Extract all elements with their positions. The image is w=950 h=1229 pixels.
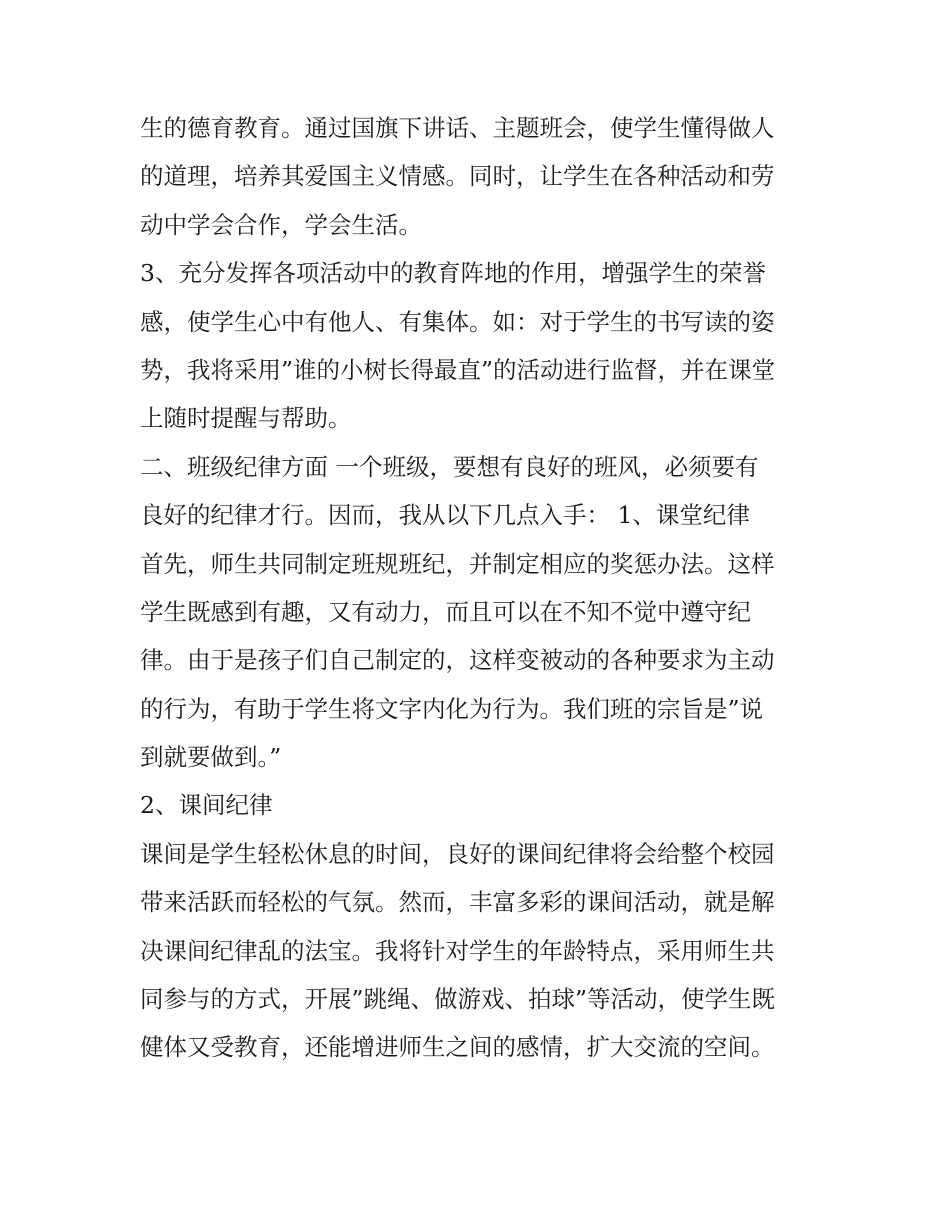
text-line-20: 健体又受教育，还能增进师生之间的感情，扩大交流的空间。 bbox=[140, 1033, 775, 1062]
text-line-5: 感，使学生心中有他人、有集体。如：对于学生的书写读的姿 bbox=[140, 307, 775, 336]
text-line-13: 的行为，有助于学生将文字内化为行为。我们班的宗旨是”说 bbox=[140, 694, 764, 723]
text-line-2: 的道理，培养其爱国主义情感。同时，让学生在各种活动和劳 bbox=[140, 162, 775, 191]
text-line-12: 律。由于是孩子们自己制定的，这样变被动的各种要求为主动 bbox=[140, 646, 775, 675]
text-line-9: 良好的纪律才行。因而，我从以下几点入手： 1、课堂纪律 bbox=[140, 501, 750, 530]
text-line-19: 同参与的方式，开展”跳绳、做游戏、拍球”等活动，使学生既 bbox=[140, 985, 776, 1014]
text-line-4: 3、充分发挥各项活动中的教育阵地的作用，增强学生的荣誉 bbox=[140, 259, 766, 288]
text-line-8: 二、班级纪律方面 一个班级，要想有良好的班风，必须要有 bbox=[140, 452, 759, 481]
text-line-16: 课间是学生轻松休息的时间，良好的课间纪律将会给整个校园 bbox=[140, 839, 775, 868]
text-line-15: 2、课间纪律 bbox=[140, 791, 273, 820]
text-line-11: 学生既感到有趣，又有动力，而且可以在不知不觉中遵守纪 bbox=[140, 597, 751, 626]
document-body bbox=[140, 104, 820, 1072]
text-line-14: 到就要做到。” bbox=[140, 743, 282, 772]
text-line-17: 带来活跃而轻松的气氛。然而，丰富多彩的课间活动，就是解 bbox=[140, 888, 775, 917]
text-line-7: 上随时提醒与帮助。 bbox=[140, 404, 352, 433]
text-line-6: 势，我将采用”谁的小树长得最直”的活动进行监督，并在课堂 bbox=[140, 355, 776, 384]
text-line-10: 首先，师生共同制定班规班纪，并制定相应的奖惩办法。这样 bbox=[140, 549, 775, 578]
text-line-3: 动中学会合作，学会生活。 bbox=[140, 210, 422, 239]
text-line-1: 生的德育教育。通过国旗下讲话、主题班会，使学生懂得做人 bbox=[140, 114, 775, 142]
text-line-18: 决课间纪律乱的法宝。我将针对学生的年龄特点，采用师生共 bbox=[140, 936, 775, 965]
